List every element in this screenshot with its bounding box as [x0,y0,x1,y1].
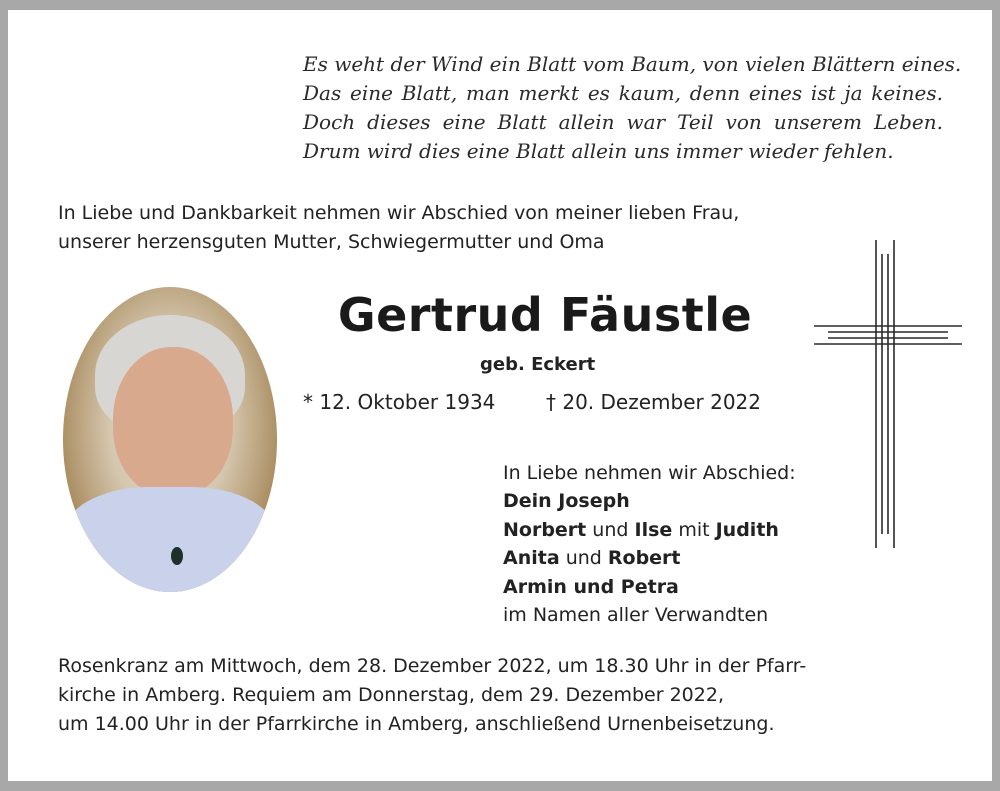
intro-line-1: In Liebe und Dankbarkeit nehmen wir Abschied von meiner lieben Frau, [58,202,740,224]
maiden-name: geb. Eckert [480,354,596,375]
family-line-3: Anita und Robert [503,547,681,570]
cross-icon [812,238,964,550]
family-line-1: Dein Joseph [503,490,630,513]
family-line-2: Norbert und Ilse mit Judith [503,518,779,541]
birth-date: * 12. Oktober 1934 [303,390,496,414]
life-dates [303,387,761,417]
deceased-name: Gertrud Fäustle [337,288,753,342]
service-line-3: um 14.00 Uhr in der Pfarrkirche in Amberg, anschließend Urnenbeisetzung. [58,713,775,735]
poem-line-1: Es weht der Wind ein Blatt vom Baum, von vielen Blättern eines. [303,52,962,76]
poem-line-3: Doch dieses eine Blatt allein war Teil von unserem Leben. [303,110,943,134]
intro-line-2: unserer herzensguten Mutter, Schwiegermutter und Oma [58,231,605,253]
service-line-1: Rosenkranz am Mittwoch, dem 28. Dezember 2022, um 18.30 Uhr in der Pfarr- [58,655,807,677]
service-line-2: kirche in Amberg. Requiem am Donnerstag, dem 29. Dezember 2022, [58,684,724,706]
family-line-4: Armin und Petra [503,575,679,598]
intro-text [58,199,858,257]
family-list [503,459,796,629]
death-date: † 20. Dezember 2022 [546,390,761,414]
service-details [58,652,938,739]
poem-line-4: Drum wird dies eine Blatt allein uns immer wieder fehlen. [303,139,894,163]
family-closing: im Namen aller Verwandten [503,604,769,627]
portrait-photo [63,287,277,592]
poem [303,50,962,166]
poem-line-2: Das eine Blatt, man merkt es kaum, denn eines ist ja keines. [303,81,943,105]
family-heading: In Liebe nehmen wir Abschied: [503,462,796,484]
